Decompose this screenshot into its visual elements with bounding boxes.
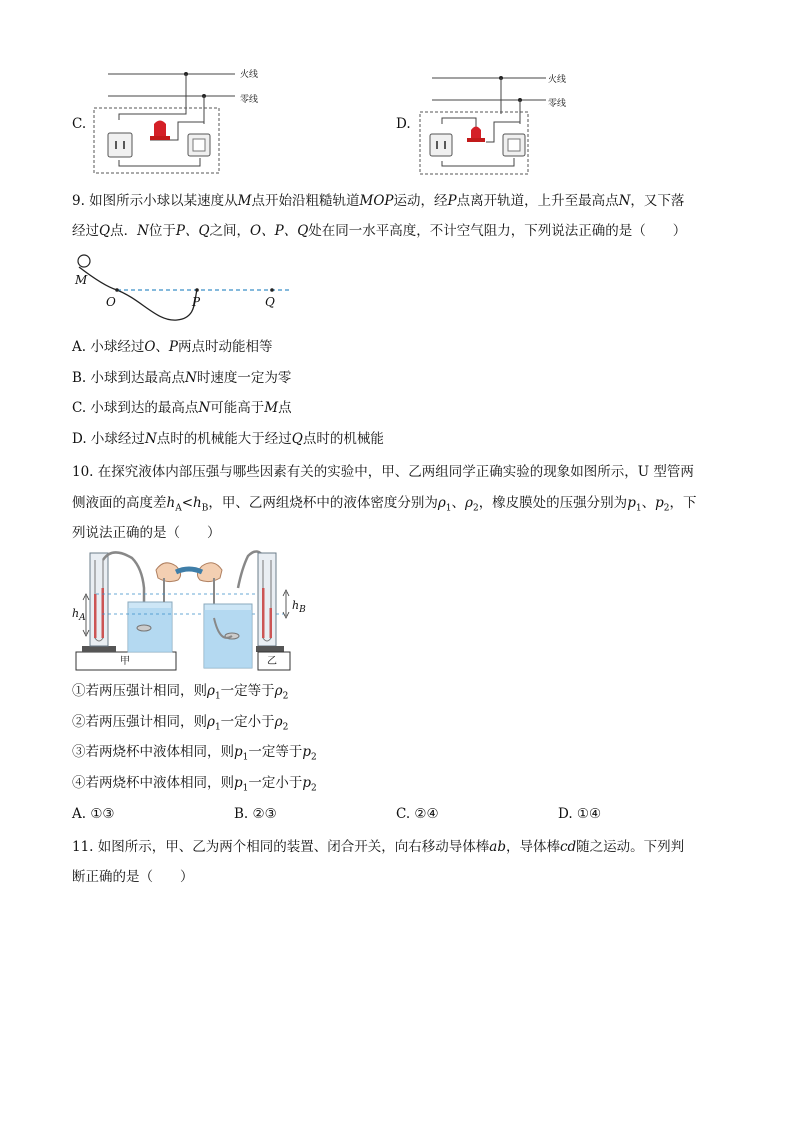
q10-statement-2: ②若两压强计相同，则$\rho_1$一定小于$\rho_2$: [72, 714, 289, 733]
q9-label-O: O: [106, 295, 116, 309]
q9-option-d: D. 小球经过N点时的机械能大于经过Q点时的机械能: [72, 431, 384, 447]
q8-option-c-letter: C.: [72, 116, 87, 132]
q8-option-d-neutral-wire-label: 零线: [548, 99, 567, 109]
q9-label-M: M: [75, 273, 88, 287]
ball: [78, 255, 90, 267]
q10-stem-line-2: 侧液面的高度差$h_A<h_B$，甲、乙两组烧杯中的液体密度分别为$\rho_1$、$\rho_2$，橡皮膜处的压强分别为$p_1$、$p_2$，下: [72, 495, 697, 514]
q9-stem-line-1: 9. 如图所示小球以某速度从M点开始沿粗糙轨道MOP运动，经P点离开轨道，上升至最高点N，又下落: [72, 193, 685, 209]
q10-stem-line-3: 列说法正确的是（ ）: [72, 525, 221, 541]
q10-choice-c: C. ②④: [396, 806, 439, 822]
q10-statement-3: ③若两烧杯中液体相同，则$p_1$一定等于$p_2$: [72, 744, 317, 763]
q10-label-hB: $h_B$: [292, 599, 306, 616]
q9-option-a: A. 小球经过O、P两点时动能相等: [72, 339, 273, 355]
q10-choice-a: A. ①③: [72, 806, 115, 822]
q11-stem-line-2: 断正确的是（ ）: [72, 869, 194, 885]
q8-option-d-live-wire-label: 火线: [548, 75, 567, 85]
q10-stem-line-1: 10. 在探究液体内部压强与哪些因素有关的实验中，甲、乙两组同学正确实验的现象如图所示，U 型管两: [72, 464, 694, 480]
q9-label-P: P: [192, 295, 201, 309]
q10-statement-1: ①若两压强计相同，则$\rho_1$一定等于$\rho_2$: [72, 683, 289, 702]
q8-option-d-letter: D.: [396, 116, 411, 132]
q10-statement-4: ④若两烧杯中液体相同，则$p_1$一定小于$p_2$: [72, 775, 317, 794]
q9-label-Q: Q: [265, 295, 275, 309]
q11-stem-line-1: 11. 如图所示，甲、乙为两个相同的装置、闭合开关，向右移动导体棒ab，导体棒cd随之运动。下列判: [72, 839, 685, 855]
q8-option-c-neutral-wire-label: 零线: [240, 95, 259, 105]
q10-label-hA: $h_A$: [72, 607, 86, 624]
q8-option-c-live-wire-label: 火线: [240, 70, 259, 80]
q9-option-b: B. 小球到达最高点N时速度一定为零: [72, 370, 292, 386]
q9-option-c: C. 小球到达的最高点N可能高于M点: [72, 400, 292, 416]
q9-stem-line-2: 经过Q点．N位于P、Q之间，O、P、Q处在同一水平高度，不计空气阻力，下列说法正确的是（ ）: [72, 223, 687, 239]
q10-label-jia: 甲: [120, 656, 130, 667]
q10-choice-b: B. ②③: [234, 806, 277, 822]
q10-label-yi: 乙: [267, 656, 277, 667]
q9-track-diagram: [72, 252, 302, 327]
q8-option-d-circuit-diagram: [416, 66, 596, 181]
q10-choice-d: D. ①④: [558, 806, 602, 822]
